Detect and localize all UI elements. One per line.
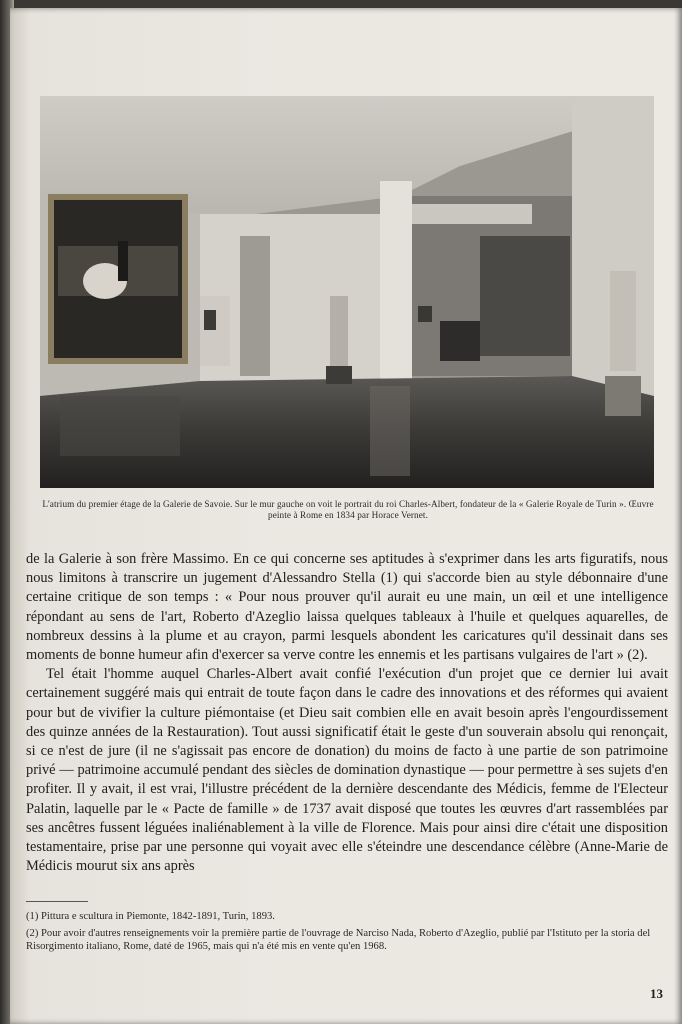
body-text [26,550,668,876]
gallery-atrium-photo [40,96,654,488]
paragraph-2: Tel était l'homme auquel Charles-Albert avait confié l'exécution d'un projet que ce dernier lui avait certainement suggéré mais qui entrait de toute façon dans le cadre des innovations et des réformes qui avaient pour but de vivifier la culture piémontaise (et Dieu sait combien elle en avait besoin après l'engourdissement des quinze années de la Restauration). Tout aussi significatif était le geste d'un souverain absolu qui renonçait, si ce n'est de jure (il ne s'agissait pas encore de donation) du moins de facto à une partie de son patrimoine privé — patrimoine accumulé pendant des siècles de domination dynastique — pour permettre à ses sujets d'en profiter. Il y avait, il est vrai, l'illustre précédent de la dernière descendante des Médicis, femme de l'Electeur Palatin, laquelle par le « Pacte de famille » de 1737 avait disposé que toutes les œuvres d'art rassemblées par ses ancêtres fussent léguées inaliénablement à la ville de Florence. Mais pour ainsi dire c'était une disposition testamentaire, prise par une personne qui voyait avec elle s'éteindre une descendance célèbre (Anne-Marie de Médicis mourut six ans après [26,666,668,875]
photo-caption: L'atrium du premier étage de la Galerie de Savoie. Sur le mur gauche on voit le portrait du roi Charles-Albert, fondateur de la « Galerie Royale de Turin ». Œuvre peinte à Rome en 1834 par Horace Vernet. [42,499,654,520]
footnote-divider [26,901,88,902]
page-number: 13 [650,986,663,1001]
paragraph-1: de la Galerie à son frère Massimo. En ce qui concerne ses aptitudes à s'exprimer dans les arts figuratifs, nous nous limitons à transcrire un jugement d'Alessandro Stella (1) qui s'accorde bien au style débonnaire d'une certaine critique de son temps : « Pour nous prouver qu'il aurait eu une main, un œil et une intelligence répondant au sens de l'art, Roberto d'Azeglio laissa quelques tableaux à l'huile et quelques aquarelles, de nombreux dessins à la plume et au crayon, parmi lesquels abondent les caricatures qu'il dessinait dans ses moments de bonne humeur afin d'exercer sa verve contre les ennemis et les partisans vulgaires de l'art » (2). [26,551,668,664]
footnote-1: (1) Pittura e scultura in Piemonte, 1842-1891, Turin, 1893. [26,911,275,922]
footnote-2: (2) Pour avoir d'autres renseignements voir la première partie de l'ouvrage de Narciso Nada, Roberto d'Azeglio, publié par l'Istituto per la storia del Risorgimento italiano, Rome, daté de 1965, mais qui n'a été mis en vente qu'en 1968. [26,928,651,952]
footnotes [26,910,672,957]
photo-illustration [40,96,654,488]
